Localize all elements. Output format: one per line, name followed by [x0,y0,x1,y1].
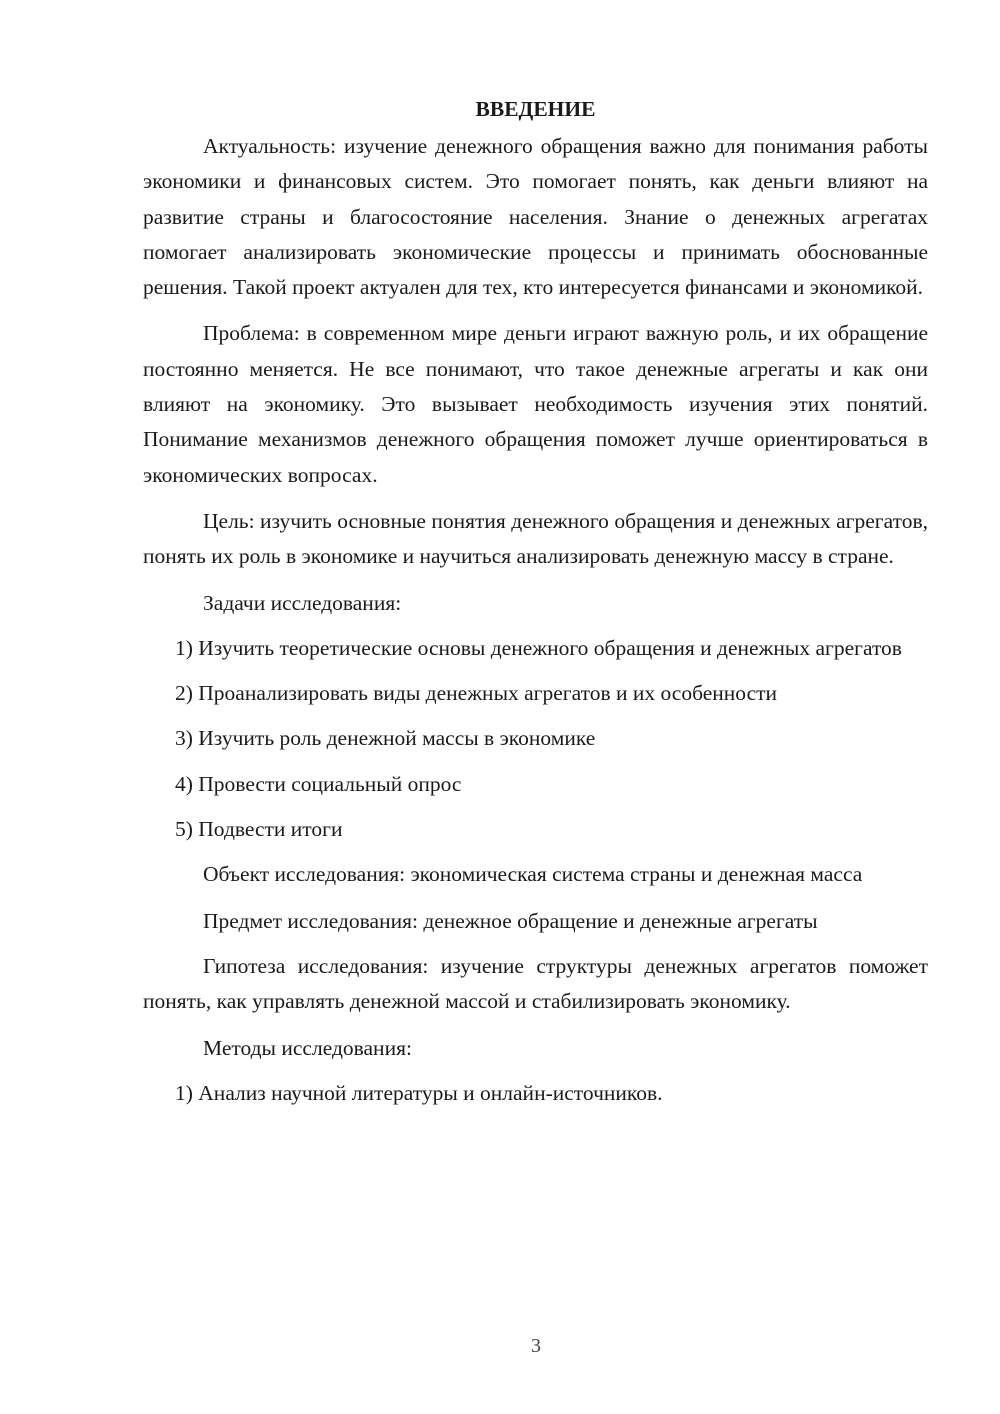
task-item: 3) Изучить роль денежной массы в экономике [175,726,596,751]
task-item: 5) Подвести итоги [175,817,343,842]
object-paragraph: Объект исследования: экономическая система страны и денежная масса [203,862,863,887]
goal-paragraph: Цель: изучить основные понятия денежного обращения и денежных агрегатов, понять их роль в экономике и научиться анализировать денежную массу в стране. [143,508,928,569]
tasks-heading: Задачи исследования: [203,590,402,615]
method-item: 1) Анализ научной литературы и онлайн-источников. [175,1080,663,1105]
document-page [143,92,928,1121]
hypothesis-paragraph: Гипотеза исследования: изучение структуры денежных агрегатов поможет понять, как управлять денежной массой и стабилизировать экономику. [143,953,928,1014]
page-number: 3 [531,1335,541,1357]
subject-paragraph: Предмет исследования: денежное обращение и денежные агрегаты [203,908,818,933]
task-item: 2) Проанализировать виды денежных агрегатов и их особенности [175,681,778,706]
methods-heading: Методы исследования: [203,1035,412,1060]
task-item: 1) Изучить теоретические основы денежного обращения и денежных агрегатов [175,635,902,660]
problem-paragraph: Проблема: в современном мире деньги играют важную роль, и их обращение постоянно меняется. Не все понимают, что такое денежные агрегаты и как они влияют на экономику. Это вызывает необходимость изучения этих понятий. Понимание механизмов денежного обращения поможет лучше ориентироваться в экономических вопросах. [143,321,928,487]
task-item: 4) Провести социальный опрос [175,771,462,796]
section-title: ВВЕДЕНИЕ [475,97,596,121]
relevance-paragraph: Актуальность: изучение денежного обращения важно для понимания работы экономики и финансовых систем. Это помогает понять, как деньги влияют на развитие страны и благосостояние населения. Знание о денежных агрегатах помогает анализировать экономические процессы и принимать обоснованные решения. Такой проект актуален для тех, кто интересуется финансами и экономикой. [143,134,928,300]
